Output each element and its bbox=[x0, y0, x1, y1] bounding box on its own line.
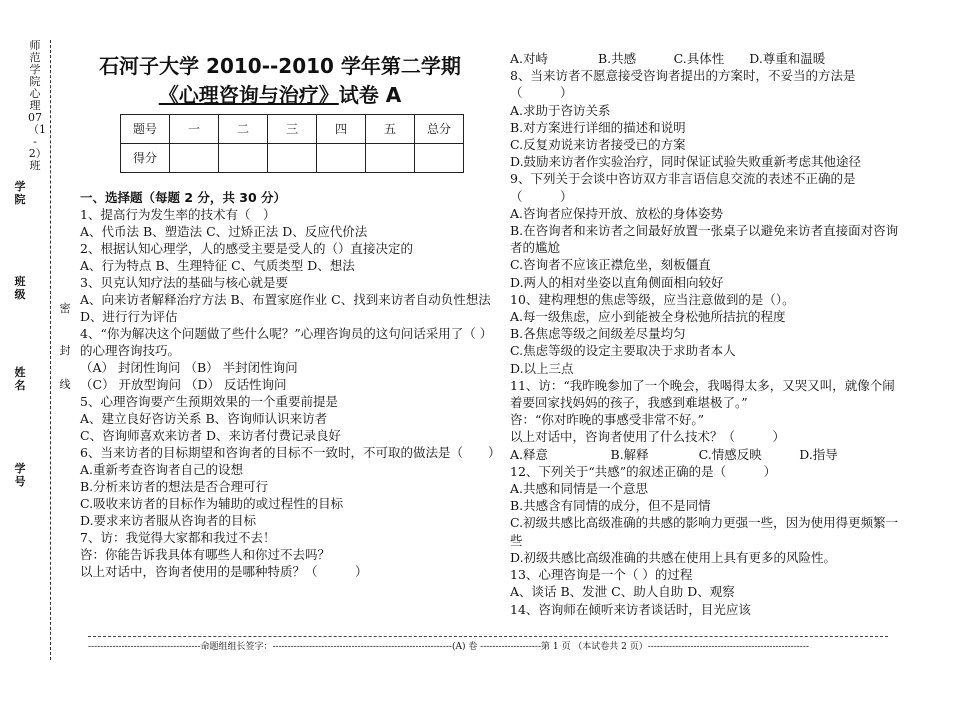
question-line: （C） 开放型询问 （D） 反话性询问 bbox=[80, 377, 287, 392]
question-line: B.各焦虑等级之间级差尽量均匀 bbox=[510, 326, 686, 342]
score-cell: 二 bbox=[219, 115, 268, 144]
right-question-list bbox=[510, 50, 905, 618]
question-line: A.共感和同情是一个意思 bbox=[510, 481, 649, 497]
question-line: 11、访：“我昨晚参加了一个晚会，我喝得太多，又哭又叫，就像个闹着要回家找妈妈的孩子，我感到难堪极了。” bbox=[510, 377, 895, 411]
field-class: 班级 bbox=[14, 275, 26, 301]
right-column bbox=[510, 50, 905, 618]
score-cell bbox=[219, 144, 268, 173]
paper-label: 试卷 A bbox=[338, 83, 402, 107]
score-cell: 总分 bbox=[415, 115, 464, 144]
question-line: 2、根据认知心理学，人的感受主要是受人的（）直接决定的 bbox=[80, 241, 413, 256]
question-line: 5、心理咨询要产生预期效果的一个重要前提是 bbox=[80, 394, 338, 409]
score-cell: 三 bbox=[268, 115, 317, 144]
score-cell bbox=[317, 144, 366, 173]
page-footer: -------------------------------------命题组组长签字：-----------------------------------------------------------(A) 卷 --------------------第 1 页 （本试卷共 2 页）----------------------------------------------------- bbox=[88, 636, 888, 652]
left-question-list bbox=[80, 206, 500, 580]
question-line: 4、“你为解决这个问题做了些什么呢？”心理咨询员的这句问话采用了（ ）的心理咨询技巧。 bbox=[80, 326, 493, 358]
question-line: 7、访：我觉得大家都和我过不去！ bbox=[80, 530, 276, 545]
question-line: 以上对话中，咨询者使用的是哪种特质？（ ） bbox=[80, 564, 368, 579]
score-table bbox=[120, 114, 464, 173]
question-line: B.分析来访者的想法是否合理可行 bbox=[80, 479, 269, 494]
question-line: 6、当来访者的目标期望和咨询者的目标不一致时，不可取的做法是（ ） bbox=[80, 445, 501, 460]
score-table-header-row bbox=[121, 115, 464, 144]
question-line: A.对峙 B.共感 C.具体性 D.尊重和温暖 bbox=[510, 51, 826, 66]
question-line: 咨：“你对昨晚的事感受非常不好。” bbox=[510, 412, 705, 428]
exam-subtitle bbox=[80, 83, 480, 107]
score-cell: 四 bbox=[317, 115, 366, 144]
score-table-score-row bbox=[121, 144, 464, 173]
score-cell bbox=[170, 144, 219, 173]
question-line: B.共感含有同情的成分，但不是同情 bbox=[510, 498, 711, 514]
question-line: B.对方案进行详细的描述和说明 bbox=[510, 119, 686, 135]
question-line: A.重新考查咨询者自己的设想 bbox=[80, 462, 244, 477]
question-line: A.求助于咨访关系 bbox=[510, 102, 611, 118]
seal-char-1: 密 bbox=[59, 302, 71, 315]
question-line: C.初级共感比高级准确的共感的影响力更强一些，因为使用得更频繁一些 bbox=[510, 515, 899, 548]
score-cell bbox=[366, 144, 415, 173]
course-name: 《心理咨询与治疗》 bbox=[158, 83, 339, 107]
question-line: C.反复劝说来访者接受已的方案 bbox=[510, 137, 686, 153]
question-line: A、行为特点 B、生理特征 C、气质类型 D、想法 bbox=[80, 258, 355, 273]
question-line: A、向来访者解释治疗方法 B、布置家庭作业 C、找到来访者自动负性想法 D、进行行为评估 bbox=[80, 292, 491, 324]
question-line: 13、心理咨询是一个（ ）的过程 bbox=[510, 567, 693, 583]
question-line: D.初级共感比高级准确的共感在使用上具有更多的风险性。 bbox=[510, 549, 837, 565]
section-title: 一、选择题（每题 2 分，共 30 分） bbox=[80, 190, 287, 205]
question-line: （A） 封闭性询问 （B） 半封闭性询问 bbox=[80, 360, 298, 375]
question-line: 咨：你能告诉我具体有哪些人和你过不去吗？ bbox=[80, 547, 331, 562]
seal-char-2: 封 bbox=[59, 344, 71, 357]
question-line: C.咨询者不应该正襟危坐，刻板僵直 bbox=[510, 257, 711, 273]
question-line: A、谈话 B、发泄 C、助人自助 D、观察 bbox=[510, 584, 735, 600]
field-student-id: 学号 bbox=[14, 462, 26, 488]
question-line: D.以上三点 bbox=[510, 360, 574, 376]
question-line: B.在咨询者和来访者之间最好放置一张桌子以避免来访者直接面对咨询者的尴尬 bbox=[510, 223, 899, 256]
question-line: 以上对话中，咨询者使用了什么技术？（ ） bbox=[510, 429, 786, 445]
score-cell: 得分 bbox=[121, 144, 170, 173]
score-cell: 题号 bbox=[121, 115, 170, 144]
question-line: C.焦虑等级的设定主要取决于求助者本人 bbox=[510, 343, 736, 359]
question-line: C、咨询师喜欢来访者 D、来访者付费记录良好 bbox=[80, 428, 342, 443]
question-line: 1、提高行为发生率的技术有（ ） bbox=[80, 207, 276, 222]
exam-title: 石河子大学 2010--2010 学年第二学期 bbox=[99, 54, 461, 78]
score-cell bbox=[268, 144, 317, 173]
score-cell bbox=[415, 144, 464, 173]
question-line: 9、下列关于会谈中咨访双方非言语信息交流的表述不正确的是（ ） bbox=[510, 171, 856, 204]
question-line: D.鼓励来访者作实验治疗，同时保证试验失败重新考虑其他途径 bbox=[510, 154, 862, 170]
question-line: 12、下列关于“共感”的叙述正确的是（ ） bbox=[510, 463, 777, 479]
question-line: A、建立良好咨访关系 B、咨询师认识来访者 bbox=[80, 411, 328, 426]
question-line: 10、建构理想的焦虑等级，应当注意做到的是（）。 bbox=[510, 291, 795, 307]
question-line: A.咨询者应保持开放、放松的身体姿势 bbox=[510, 205, 724, 221]
seal-char-3: 线 bbox=[59, 378, 71, 391]
question-line: C.吸收来访者的目标作为辅助的或过程性的目标 bbox=[80, 496, 344, 511]
question-line: A.释意 B.解释 C.情感反映 D.指导 bbox=[510, 446, 838, 462]
field-college: 学院 bbox=[14, 180, 26, 206]
question-line: 3、贝克认知疗法的基础与核心就是要 bbox=[80, 275, 288, 290]
question-line: 8、当来访者不愿意接受咨询者提出的方案时，不妥当的方法是（ ） bbox=[510, 68, 856, 101]
score-cell: 一 bbox=[170, 115, 219, 144]
question-line: D.两人的相对坐姿以直角侧面相向较好 bbox=[510, 274, 724, 290]
field-name: 姓名 bbox=[14, 366, 26, 392]
question-line: 14、咨询师在倾听来访者谈话时，目光应该 bbox=[510, 601, 751, 617]
question-line: D.要求来访者服从咨询者的目标 bbox=[80, 513, 257, 528]
binding-margin bbox=[0, 0, 71, 707]
left-column bbox=[80, 50, 500, 580]
question-line: A、代币法 B、塑造法 C、过矫正法 D、反应代价法 bbox=[80, 224, 368, 239]
score-cell: 五 bbox=[366, 115, 415, 144]
class-line-text: 师范学院心理07（1-2）班 bbox=[28, 39, 46, 172]
binding-dashed-line bbox=[50, 40, 51, 660]
question-line: A.每一级焦虑，应小到能被全身松弛所拮抗的程度 bbox=[510, 309, 786, 325]
